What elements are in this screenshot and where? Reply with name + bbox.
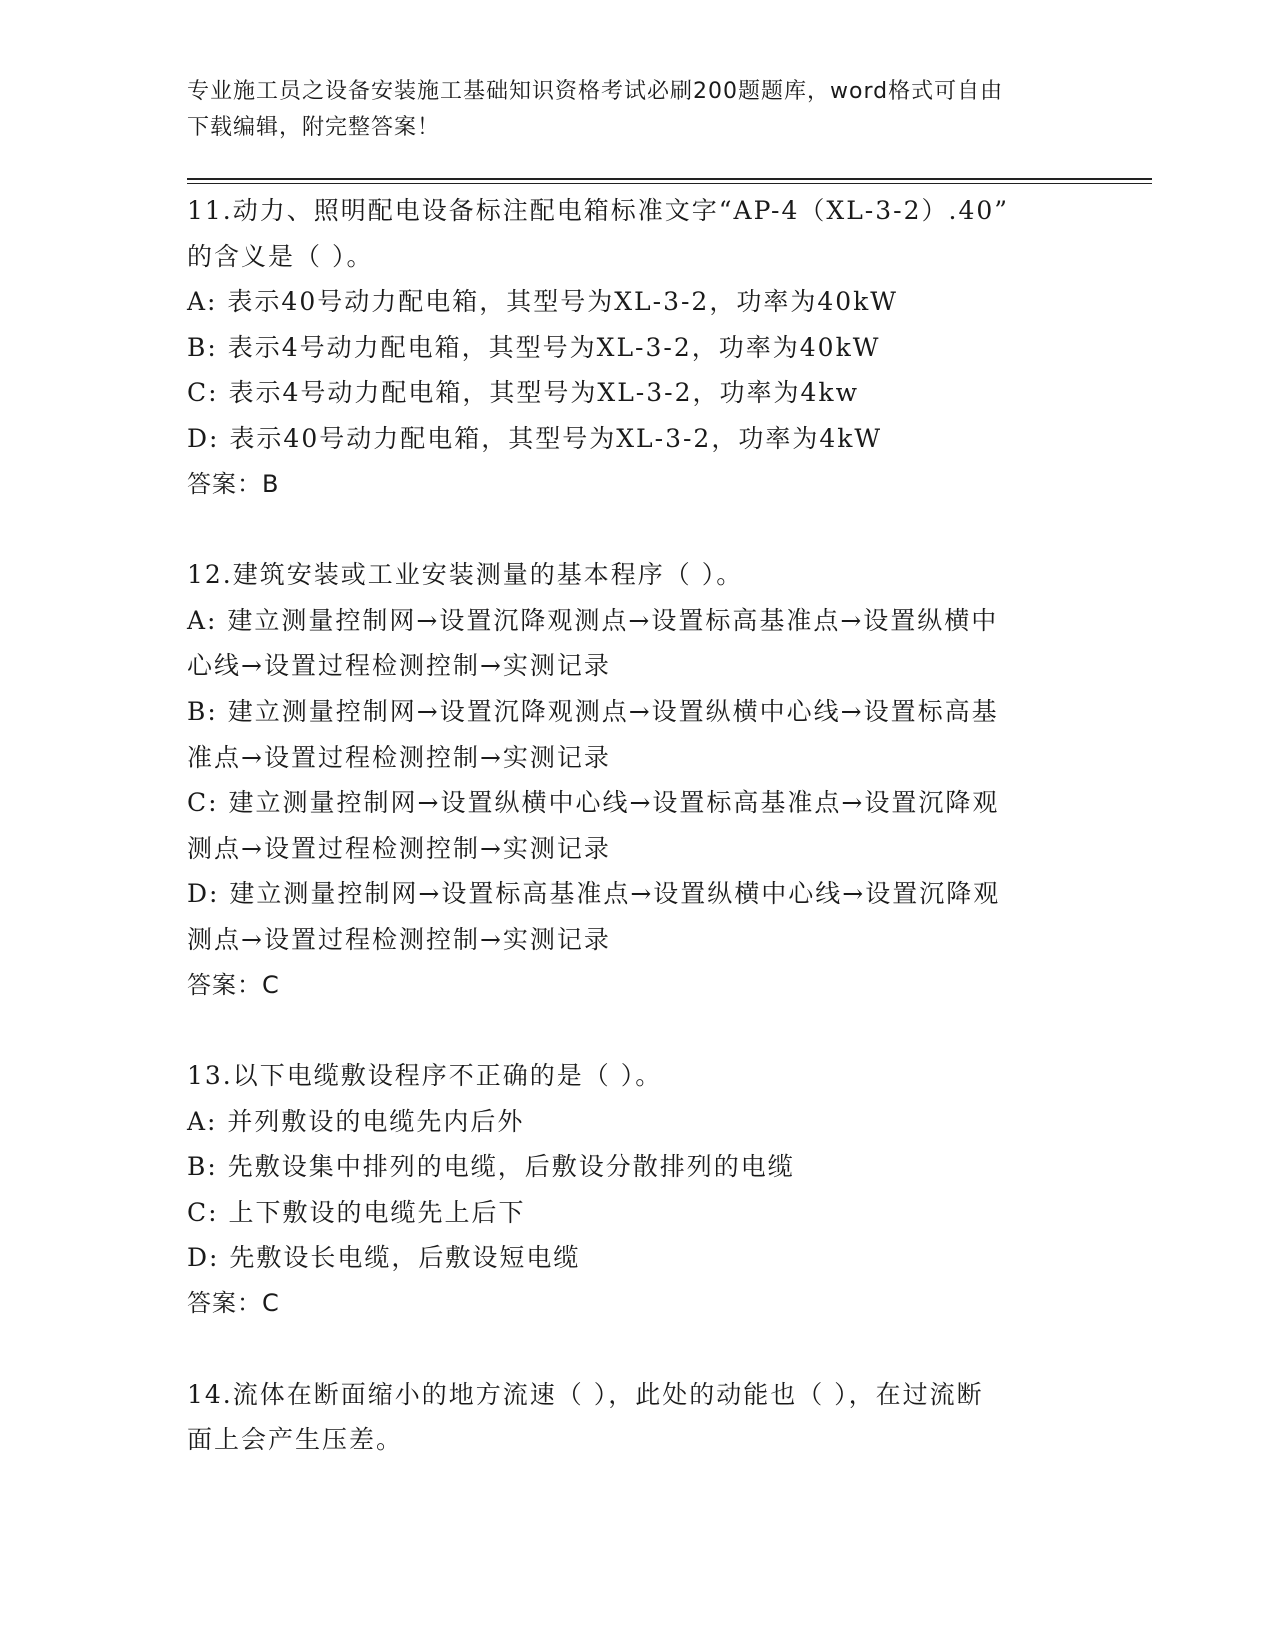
option-a: A: 建立测量控制网→设置沉降观测点→设置标高基准点→设置纵横中 [187, 605, 999, 635]
option-b: B: 先敷设集中排列的电缆，后敷设分散排列的电缆 [187, 1152, 795, 1182]
header-line-2: 下载编辑，附完整答案！ [187, 115, 441, 140]
option-d: D: 建立测量控制网→设置标高基准点→设置纵横中心线→设置沉降观 [187, 879, 1001, 909]
option-c: C: 上下敷设的电缆先上后下 [187, 1197, 526, 1227]
question-stem-line: 的含义是（ ）。 [187, 241, 374, 271]
question-stem-line: 11.动力、照明配电设备标注配电箱标准文字“AP-4（XL-3-2）.40” [187, 196, 1010, 225]
document-header [187, 74, 1067, 146]
header-line-1: 专业施工员之设备安装施工基础知识资格考试必刷200题题库，word格式可自由 [187, 79, 1004, 104]
option-c-continued: 测点→设置过程检测控制→实测记录 [187, 833, 611, 863]
answer: 答案：C [187, 970, 280, 999]
option-c: C: 建立测量控制网→设置纵横中心线→设置标高基准点→设置沉降观 [187, 788, 1000, 818]
header-divider-thick [187, 178, 1152, 180]
question-stem-line: 面上会产生压差。 [187, 1425, 404, 1455]
question-13 [187, 1053, 1087, 1327]
option-c: C: 表示4号动力配电箱，其型号为XL-3-2，功率为4kw [187, 378, 859, 408]
option-d: D: 先敷设长电缆，后敷设短电缆 [187, 1243, 581, 1273]
question-list [187, 188, 1087, 1508]
option-a-continued: 心线→设置过程检测控制→实测记录 [187, 651, 611, 681]
question-stem-line: 13.以下电缆敷设程序不正确的是（ ）。 [187, 1061, 663, 1091]
question-stem-line: 12.建筑安装或工业安装测量的基本程序（ ）。 [187, 560, 744, 590]
option-b: B: 表示4号动力配电箱，其型号为XL-3-2，功率为40kW [187, 332, 881, 362]
header-divider-thin [187, 183, 1152, 184]
question-11 [187, 188, 1087, 507]
option-d: D: 表示40号动力配电箱，其型号为XL-3-2，功率为4kW [187, 423, 883, 453]
answer: 答案：C [187, 1289, 280, 1318]
option-b-continued: 准点→设置过程检测控制→实测记录 [187, 742, 611, 772]
option-b: B: 建立测量控制网→设置沉降观测点→设置纵横中心线→设置标高基 [187, 696, 999, 726]
question-14 [187, 1372, 1087, 1463]
option-a: A: 并列敷设的电缆先内后外 [187, 1106, 525, 1136]
answer: 答案：B [187, 469, 280, 498]
option-d-continued: 测点→设置过程检测控制→实测记录 [187, 924, 611, 954]
option-a: A: 表示40号动力配电箱，其型号为XL-3-2，功率为40kW [187, 287, 898, 317]
question-12 [187, 552, 1087, 1008]
question-stem-line: 14.流体在断面缩小的地方流速（ ），此处的动能也（ ），在过流断 [187, 1379, 984, 1409]
